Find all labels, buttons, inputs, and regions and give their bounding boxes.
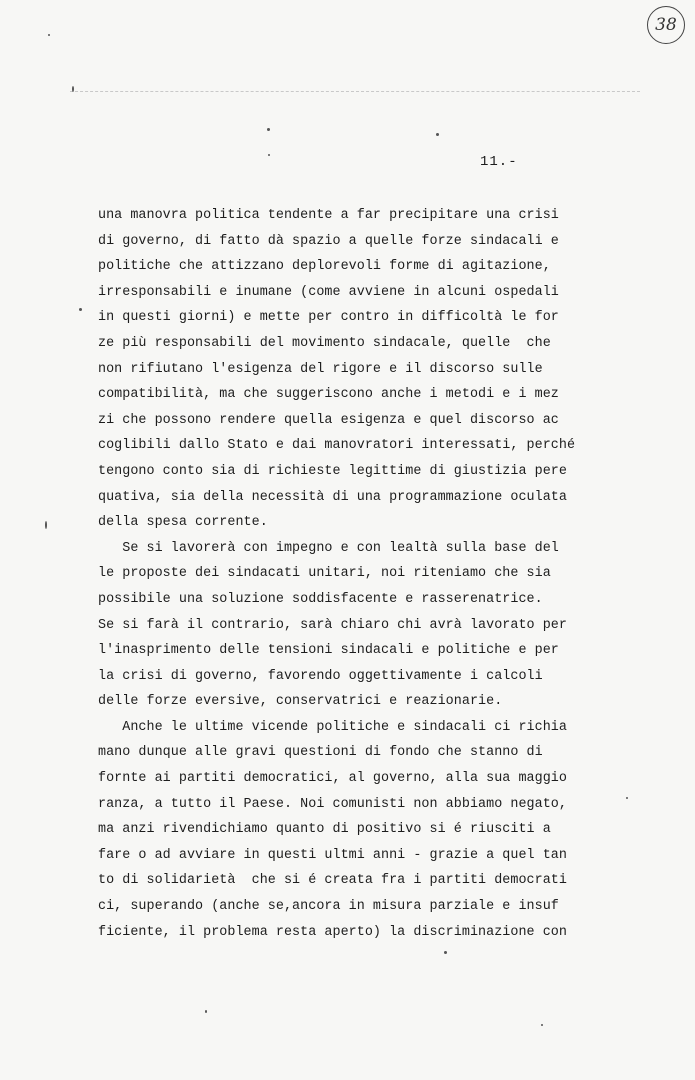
scan-speck — [72, 86, 74, 92]
text-line: possibile una soluzione soddisfacente e rasserenatrice. — [98, 591, 543, 607]
text-line: zi che possono rendere quella esigenza e quel discorso ac — [98, 412, 559, 428]
text-line: quativa, sia della necessità di una programmazione oculata — [98, 489, 567, 505]
text-line: to di solidarietà che si é creata fra i partiti democrati — [98, 873, 567, 889]
text-line: fornte ai partiti democratici, al governo, alla sua maggio — [98, 771, 567, 787]
text-line: ma anzi rivendichiamo quanto di positivo si é riusciti a — [98, 822, 551, 838]
scan-speck — [205, 1010, 207, 1013]
top-divider — [70, 91, 640, 92]
page-number: 11.- — [480, 154, 518, 170]
text-line: l'inasprimento delle tensioni sindacali e politiche e per — [98, 643, 559, 659]
text-line: tengono conto sia di richieste legittime di giustizia pere — [98, 463, 567, 479]
text-line: politiche che attizzano deplorevoli forme di agitazione, — [98, 259, 551, 275]
text-line: ranza, a tutto il Paese. Noi comunisti non abbiamo negato, — [98, 796, 567, 812]
scan-speck — [45, 521, 47, 529]
scan-speck — [541, 1024, 543, 1026]
text-line: non rifiutano l'esigenza del rigore e il discorso sulle — [98, 361, 543, 377]
text-line: ficiente, il problema resta aperto) la discriminazione con — [98, 924, 567, 940]
archive-page-stamp — [647, 6, 685, 44]
scan-speck — [444, 951, 447, 954]
scan-speck — [48, 34, 50, 36]
stamp-number: 38 — [655, 15, 677, 35]
scan-speck — [79, 308, 82, 311]
text-line: ze più responsabili del movimento sindacale, quelle che — [98, 335, 551, 351]
text-line: una manovra politica tendente a far precipitare una crisi — [98, 208, 559, 223]
scan-speck — [626, 797, 628, 799]
scan-speck — [436, 133, 439, 136]
scan-speck — [267, 128, 270, 131]
text-line: ci, superando (anche se,ancora in misura parziale e insuf — [98, 899, 559, 915]
text-line: della spesa corrente. — [98, 515, 268, 531]
text-line: irresponsabili e inumane (come avviene in alcuni ospedali — [98, 284, 559, 300]
text-line: di governo, di fatto dà spazio a quelle forze sindacali e — [98, 233, 559, 249]
text-line: Se si farà il contrario, sarà chiaro chi avrà lavorato per — [98, 617, 567, 633]
body-text — [98, 203, 598, 945]
text-line: la crisi di governo, favorendo oggettivamente i calcoli — [98, 668, 543, 684]
text-line: mano dunque alle gravi questioni di fondo che stanno di — [98, 745, 543, 761]
text-line: Anche le ultime vicende politiche e sindacali ci richia — [98, 719, 567, 735]
text-line: delle forze eversive, conservatrici e reazionarie. — [98, 694, 503, 710]
scan-speck — [268, 154, 270, 156]
text-line: Se si lavorerà con impegno e con lealtà sulla base del — [98, 540, 559, 556]
text-line: in questi giorni) e mette per contro in difficoltà le for — [98, 310, 559, 326]
text-line: coglibili dallo Stato e dai manovratori interessati, perché — [98, 438, 576, 454]
text-line: fare o ad avviare in questi ultmi anni - grazie a quel tan — [98, 847, 567, 863]
text-line: le proposte dei sindacati unitari, noi riteniamo che sia — [98, 566, 551, 582]
text-line: compatibilità, ma che suggeriscono anche i metodi e i mez — [98, 387, 559, 403]
